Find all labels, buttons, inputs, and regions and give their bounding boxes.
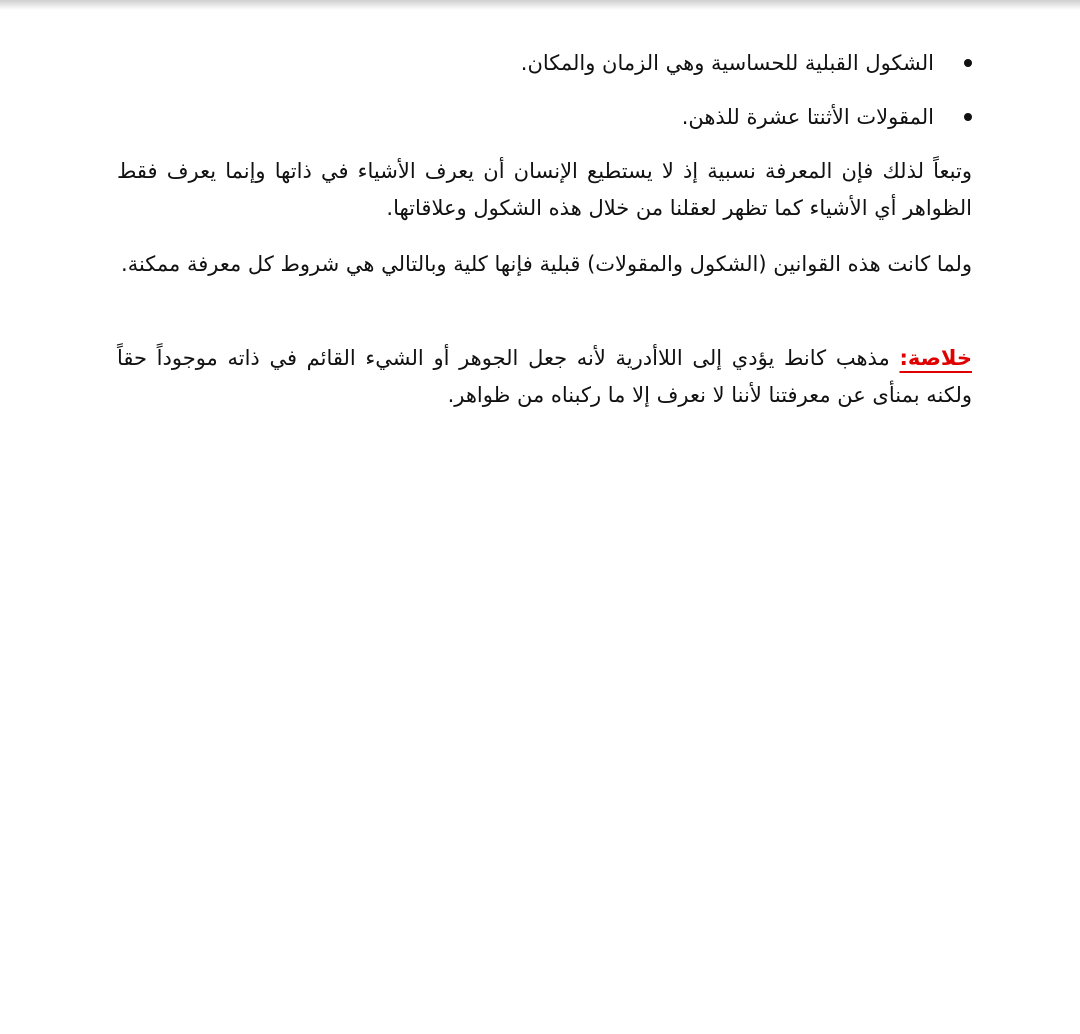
paragraph-laws-a-priori: ولما كانت هذه القوانين (الشكول والمقولات) قبلية فإنها كلية وبالتالي هي شروط كل معرفة ممكنة. <box>121 252 972 276</box>
summary-label: خلاصة: <box>899 346 972 370</box>
bullet-dot-icon <box>964 113 972 121</box>
bullet-text: المقولات الأثنتا عشرة للذهن. <box>681 105 934 129</box>
paragraph-knowledge-relative: وتبعاً لذلك فإن المعرفة نسبية إذ لا يستطيع الإنسان أن يعرف الأشياء في ذاتها وإنما يعرف فقط الظواهر أي الأشياء كما تظهر لعقلنا من خلال هذه الشكول وعلاقاتها. <box>117 159 972 220</box>
summary-text: مذهب كانط يؤدي إلى اللاأدرية لأنه جعل الجوهر أو الشيء القائم في ذاته موجوداً حقاً ولكنه بمنأى عن معرفتنا لأننا لا نعرف إلا ما ركبناه من ظواهر. <box>117 346 972 407</box>
bullet-dot-icon <box>964 59 972 67</box>
bullet-text: الشكول القبلية للحساسية وهي الزمان والمكان. <box>520 51 934 75</box>
summary-paragraph <box>117 340 972 414</box>
bullet-item-1 <box>117 45 972 81</box>
bullet-item-2 <box>117 99 972 135</box>
